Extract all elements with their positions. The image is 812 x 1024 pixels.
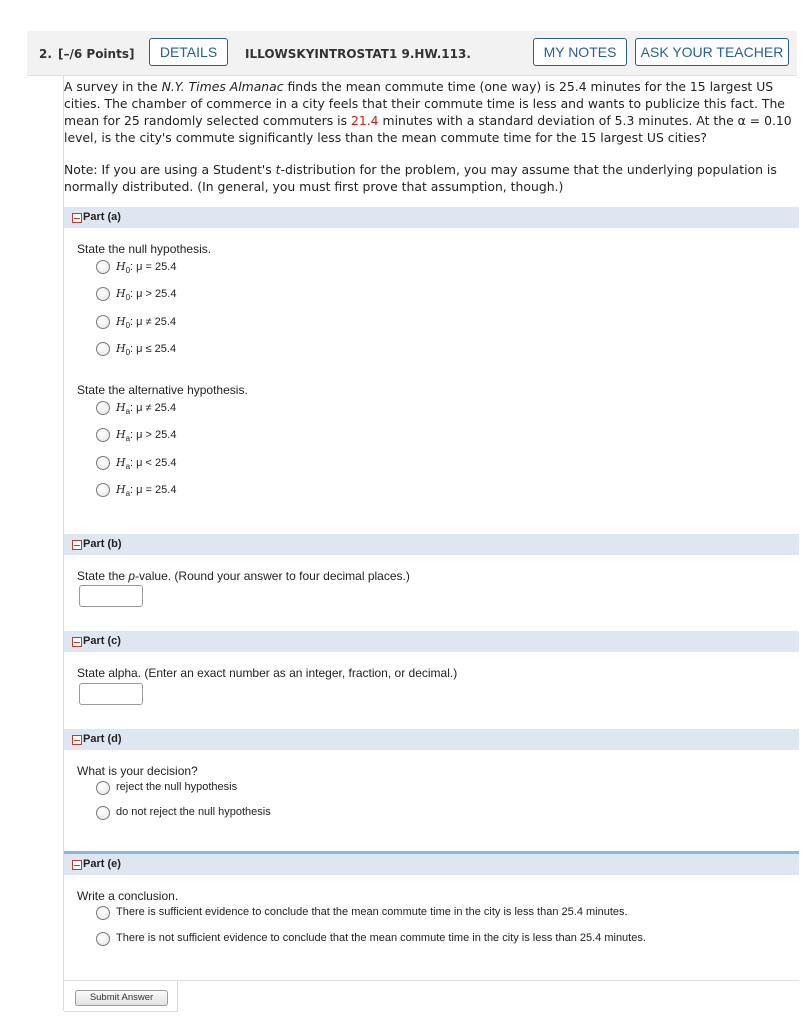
collapse-icon[interactable] xyxy=(72,860,82,870)
radio-button[interactable] xyxy=(96,428,110,442)
question-points: [–/6 Points] xyxy=(58,47,135,61)
question-text: A survey in the N.Y. Times Almanac finds the mean commute time (one way) is 25.4 minutes for the 15 largest US cities. The chamber of commerce in a city feels that their commute time is less and wants to publicize this fact. The mean for 25 randomly selected commuters is 21.4 minutes with a standard deviation of 5.3 minutes. At the α = 0.10 level, is the city's commute significantly less than the mean commute time for the 15 largest US cities? xyxy=(64,79,792,145)
part-d-label: Part (d) xyxy=(83,733,122,745)
part-b-label: Part (b) xyxy=(83,538,122,550)
conclusion-prompt: Write a conclusion. xyxy=(77,889,179,903)
radio-button[interactable] xyxy=(96,401,110,415)
question-number: 2. xyxy=(39,47,52,61)
part-e-label: Part (e) xyxy=(83,858,121,870)
part-e-header[interactable] xyxy=(64,854,799,875)
question-header xyxy=(27,31,797,76)
radio-button[interactable] xyxy=(96,932,110,946)
radio-button[interactable] xyxy=(96,342,110,356)
radio-button[interactable] xyxy=(96,287,110,301)
part-c-label: Part (c) xyxy=(83,635,121,647)
p-value-prompt: State the p-value. (Round your answer to four decimal places.) xyxy=(77,569,410,583)
alpha-input[interactable] xyxy=(79,683,143,705)
collapse-icon[interactable] xyxy=(72,637,82,647)
collapse-icon[interactable] xyxy=(72,540,82,550)
part-c-header[interactable] xyxy=(64,631,799,652)
question-note: Note: If you are using a Student's t-distribution for the problem, you may assume that the underlying population is normally distributed. (In general, you must first prove that assumption, though.) xyxy=(64,162,777,194)
part-a-label: Part (a) xyxy=(83,211,121,223)
radio-button[interactable] xyxy=(96,483,110,497)
submit-answer-button[interactable]: Submit Answer xyxy=(75,990,168,1006)
part-b-header[interactable] xyxy=(64,534,799,555)
radio-button[interactable] xyxy=(96,456,110,470)
my-notes-button[interactable]: MY NOTES xyxy=(533,38,627,66)
radio-button[interactable] xyxy=(96,315,110,329)
part-d-header[interactable] xyxy=(64,729,799,750)
radio-button[interactable] xyxy=(96,806,110,820)
source-title: N.Y. Times Almanac xyxy=(161,79,284,94)
ask-teacher-button[interactable]: ASK YOUR TEACHER xyxy=(635,38,789,66)
question-body: A survey in the N.Y. Times Almanac finds the mean commute time (one way) is 25.4 minutes for the 15 largest US cities. The chamber of commerce in a city feels that their commute time is less and wants to publicize this fact. The mean for 25 randomly selected commuters is 21.4 minutes with a standard deviation of 5.3 minutes. At the α = 0.10 level, is the city's commute significantly less than the mean commute time for the 15 largest US cities? Note: If you are using a Student's t-distribution for the problem, you may assume that the underlying population is normally distributed. (In general, you must first prove that assumption, though.) Part (a) State the null hypothesis. $H_0$: μ = 25.4 $H_0$: μ > 25.4 $H_0$: μ ≠ 25.4 $H_0$: μ ≤ 25.4 State the alternative hypothesis. $H_a$: μ ≠ 25.4 $H_a$: μ > 25.4 $H_a$: μ < 25.4 $H_a$: μ = 25.4 Part (b) State the p-value. (Round your answer to four decimal places.) Part (c) State alpha. (Enter an exact number as an integer, fraction, or decimal.) Part (d) What is your decision? reject the null hypothesis do not reject the null hypothesis Part (e) Write a conclusion. There is sufficient evidence to conclude that the mean commute time in the city is less than 25.4 minutes. There is not sufficient evidence to conclude that the mean commute time in the city is less than 25.4 minutes. Submit Answer xyxy=(63,76,799,1011)
assignment-id: ILLOWSKYINTROSTAT1 9.HW.113. xyxy=(245,47,471,61)
collapse-icon[interactable] xyxy=(72,213,82,223)
radio-button[interactable] xyxy=(96,260,110,274)
sample-mean: 21.4 xyxy=(350,113,379,128)
decision-prompt: What is your decision? xyxy=(77,764,198,778)
part-a-header[interactable] xyxy=(64,207,799,228)
radio-button[interactable] xyxy=(96,781,110,795)
null-hypothesis-prompt: State the null hypothesis. xyxy=(77,242,212,256)
alpha-prompt: State alpha. (Enter an exact number as an integer, fraction, or decimal.) xyxy=(77,666,458,680)
collapse-icon[interactable] xyxy=(72,735,82,745)
p-value-input[interactable] xyxy=(79,585,143,607)
radio-button[interactable] xyxy=(96,906,110,920)
details-button[interactable]: DETAILS xyxy=(149,38,228,66)
alt-hypothesis-prompt: State the alternative hypothesis. xyxy=(77,383,248,397)
